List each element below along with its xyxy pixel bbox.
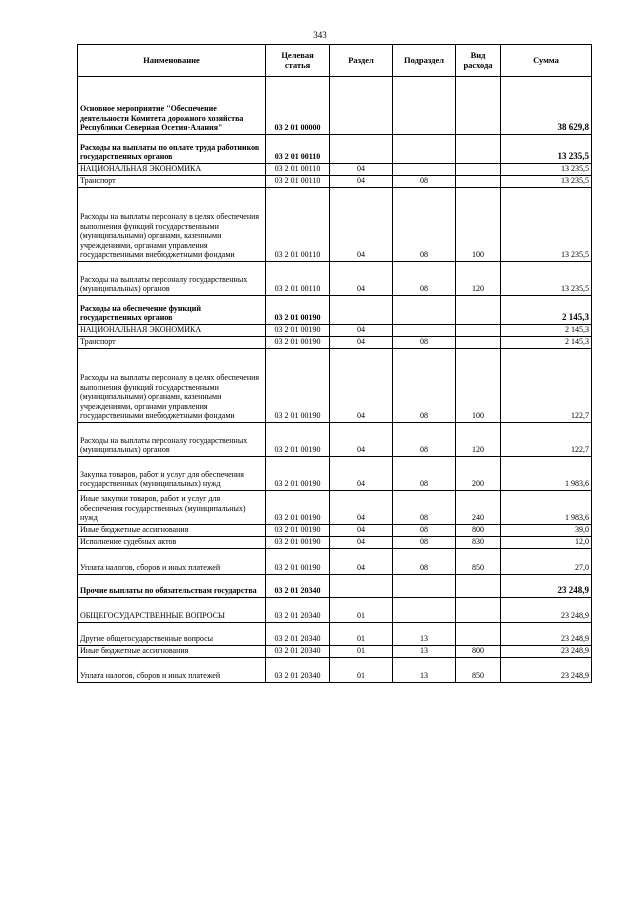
cell-name: Уплата налогов, сборов и иных платежей — [78, 549, 266, 575]
cell-code: 03 2 01 00110 — [266, 176, 330, 188]
cell-type — [456, 77, 501, 135]
cell-subsection: 08 — [393, 423, 456, 457]
cell-code: 03 2 01 20340 — [266, 598, 330, 623]
cell-type — [456, 296, 501, 325]
cell-section: 01 — [330, 646, 393, 658]
cell-type: 120 — [456, 423, 501, 457]
cell-sum: 23 248,9 — [501, 598, 592, 623]
table-row — [78, 457, 592, 491]
cell-type: 100 — [456, 349, 501, 423]
cell-name: НАЦИОНАЛЬНАЯ ЭКОНОМИКА — [78, 164, 266, 176]
table-row — [78, 646, 592, 658]
cell-sum: 23 248,9 — [501, 623, 592, 646]
cell-code: 03 2 01 00000 — [266, 77, 330, 135]
table-row — [78, 349, 592, 423]
cell-code: 03 2 01 20340 — [266, 575, 330, 598]
cell-code: 03 2 01 00190 — [266, 349, 330, 423]
cell-section: 04 — [330, 188, 393, 262]
cell-subsection — [393, 598, 456, 623]
cell-type — [456, 337, 501, 349]
table-row — [78, 325, 592, 337]
cell-name: Исполнение судебных актов — [78, 537, 266, 549]
table-row — [78, 188, 592, 262]
cell-sum: 13 235,5 — [501, 176, 592, 188]
header-subsection: Подраздел — [393, 45, 456, 77]
header-code: Целевая статья — [266, 45, 330, 77]
cell-subsection: 08 — [393, 176, 456, 188]
cell-section: 04 — [330, 491, 393, 525]
cell-name: Иные бюджетные ассигнования — [78, 525, 266, 537]
cell-section: 04 — [330, 349, 393, 423]
table-row — [78, 262, 592, 296]
cell-code: 03 2 01 20340 — [266, 658, 330, 683]
cell-name: Основное мероприятие "Обеспечение деятельности Комитета дорожного хозяйства Республики Северная Осетия-Алания" — [78, 77, 266, 135]
cell-code: 03 2 01 20340 — [266, 646, 330, 658]
cell-name: Расходы на выплаты персоналу государственных (муниципальных) органов — [78, 423, 266, 457]
header-section: Раздел — [330, 45, 393, 77]
cell-subsection — [393, 77, 456, 135]
table-row — [78, 135, 592, 164]
cell-type — [456, 325, 501, 337]
cell-type: 850 — [456, 549, 501, 575]
cell-code: 03 2 01 00190 — [266, 457, 330, 491]
cell-section — [330, 77, 393, 135]
cell-type: 120 — [456, 262, 501, 296]
cell-sum: 2 145,3 — [501, 296, 592, 325]
table-row — [78, 164, 592, 176]
cell-sum: 2 145,3 — [501, 325, 592, 337]
cell-type — [456, 623, 501, 646]
cell-section: 01 — [330, 598, 393, 623]
cell-type: 240 — [456, 491, 501, 525]
cell-name: Другие общегосударственные вопросы — [78, 623, 266, 646]
cell-name: ОБЩЕГОСУДАРСТВЕННЫЕ ВОПРОСЫ — [78, 598, 266, 623]
cell-code: 03 2 01 00110 — [266, 164, 330, 176]
cell-section — [330, 575, 393, 598]
cell-section: 04 — [330, 337, 393, 349]
cell-type — [456, 135, 501, 164]
header-sum: Сумма — [501, 45, 592, 77]
cell-section: 04 — [330, 549, 393, 575]
cell-sum: 13 235,5 — [501, 188, 592, 262]
cell-code: 03 2 01 00110 — [266, 188, 330, 262]
cell-sum: 38 629,8 — [501, 77, 592, 135]
cell-name: НАЦИОНАЛЬНАЯ ЭКОНОМИКА — [78, 325, 266, 337]
table-row — [78, 575, 592, 598]
cell-subsection: 08 — [393, 491, 456, 525]
cell-sum: 122,7 — [501, 349, 592, 423]
cell-code: 03 2 01 00110 — [266, 262, 330, 296]
cell-type — [456, 164, 501, 176]
cell-section: 04 — [330, 537, 393, 549]
table-row — [78, 525, 592, 537]
cell-type: 830 — [456, 537, 501, 549]
cell-name: Расходы на выплаты по оплате труда работников государственных органов — [78, 135, 266, 164]
cell-subsection — [393, 135, 456, 164]
cell-code: 03 2 01 00190 — [266, 537, 330, 549]
header-name: Наименование — [78, 45, 266, 77]
table-row — [78, 623, 592, 646]
page-number: 343 — [313, 30, 327, 40]
cell-code: 03 2 01 00190 — [266, 337, 330, 349]
cell-code: 03 2 01 00190 — [266, 549, 330, 575]
cell-section: 04 — [330, 262, 393, 296]
table-row — [78, 77, 592, 135]
cell-subsection: 08 — [393, 337, 456, 349]
cell-name: Транспорт — [78, 337, 266, 349]
cell-subsection: 08 — [393, 262, 456, 296]
header-type: Вид расхода — [456, 45, 501, 77]
cell-code: 03 2 01 00190 — [266, 491, 330, 525]
cell-sum: 12,0 — [501, 537, 592, 549]
cell-subsection: 08 — [393, 349, 456, 423]
cell-name: Расходы на обеспечение функций государственных органов — [78, 296, 266, 325]
cell-sum: 13 235,5 — [501, 135, 592, 164]
cell-code: 03 2 01 00110 — [266, 135, 330, 164]
cell-subsection: 08 — [393, 525, 456, 537]
table-row — [78, 491, 592, 525]
cell-section: 04 — [330, 423, 393, 457]
table-row — [78, 537, 592, 549]
cell-type: 800 — [456, 525, 501, 537]
cell-type — [456, 575, 501, 598]
cell-sum: 2 145,3 — [501, 337, 592, 349]
cell-sum: 1 983,6 — [501, 457, 592, 491]
cell-section: 04 — [330, 325, 393, 337]
table-row — [78, 176, 592, 188]
cell-type: 800 — [456, 646, 501, 658]
cell-name: Транспорт — [78, 176, 266, 188]
cell-sum: 23 248,9 — [501, 646, 592, 658]
table-row — [78, 658, 592, 683]
cell-name: Расходы на выплаты персоналу в целях обеспечения выполнения функций государственными (муниципальными) органами, казенными учреждениями, органами управления государственными внебюджетными фондами — [78, 188, 266, 262]
cell-subsection — [393, 575, 456, 598]
cell-section: 04 — [330, 525, 393, 537]
table-row — [78, 598, 592, 623]
table-row — [78, 423, 592, 457]
cell-code: 03 2 01 00190 — [266, 296, 330, 325]
cell-name: Уплата налогов, сборов и иных платежей — [78, 658, 266, 683]
cell-sum: 23 248,9 — [501, 575, 592, 598]
budget-table — [77, 44, 592, 683]
cell-subsection: 08 — [393, 537, 456, 549]
cell-section: 04 — [330, 164, 393, 176]
table-row — [78, 337, 592, 349]
table-header-row — [78, 45, 592, 77]
table-row — [78, 296, 592, 325]
cell-code: 03 2 01 00190 — [266, 525, 330, 537]
cell-subsection — [393, 325, 456, 337]
cell-sum: 122,7 — [501, 423, 592, 457]
cell-subsection: 13 — [393, 623, 456, 646]
cell-type — [456, 176, 501, 188]
cell-code: 03 2 01 20340 — [266, 623, 330, 646]
cell-sum: 27,0 — [501, 549, 592, 575]
cell-code: 03 2 01 00190 — [266, 423, 330, 457]
table-row — [78, 549, 592, 575]
cell-sum: 13 235,5 — [501, 164, 592, 176]
cell-section — [330, 135, 393, 164]
cell-subsection — [393, 164, 456, 176]
cell-name: Закупка товаров, работ и услуг для обеспечения государственных (муниципальных) нужд — [78, 457, 266, 491]
cell-name: Прочие выплаты по обязательствам государства — [78, 575, 266, 598]
cell-name: Иные бюджетные ассигнования — [78, 646, 266, 658]
cell-section: 04 — [330, 457, 393, 491]
cell-sum: 23 248,9 — [501, 658, 592, 683]
cell-subsection: 08 — [393, 188, 456, 262]
cell-name: Расходы на выплаты персоналу государственных (муниципальных) органов — [78, 262, 266, 296]
cell-sum: 39,0 — [501, 525, 592, 537]
cell-subsection: 13 — [393, 658, 456, 683]
cell-sum: 1 983,6 — [501, 491, 592, 525]
cell-name: Расходы на выплаты персоналу в целях обеспечения выполнения функций государственными (муниципальными) органами, казенными учреждениями, органами управления государственными внебюджетными фондами — [78, 349, 266, 423]
cell-type — [456, 598, 501, 623]
cell-section — [330, 296, 393, 325]
cell-name: Иные закупки товаров, работ и услуг для обеспечения государственных (муниципальных) нужд — [78, 491, 266, 525]
cell-subsection: 08 — [393, 457, 456, 491]
cell-type: 100 — [456, 188, 501, 262]
cell-subsection — [393, 296, 456, 325]
cell-code: 03 2 01 00190 — [266, 325, 330, 337]
cell-section: 01 — [330, 658, 393, 683]
cell-type: 850 — [456, 658, 501, 683]
cell-type: 200 — [456, 457, 501, 491]
cell-sum: 13 235,5 — [501, 262, 592, 296]
cell-section: 04 — [330, 176, 393, 188]
cell-subsection: 13 — [393, 646, 456, 658]
cell-subsection: 08 — [393, 549, 456, 575]
cell-section: 01 — [330, 623, 393, 646]
